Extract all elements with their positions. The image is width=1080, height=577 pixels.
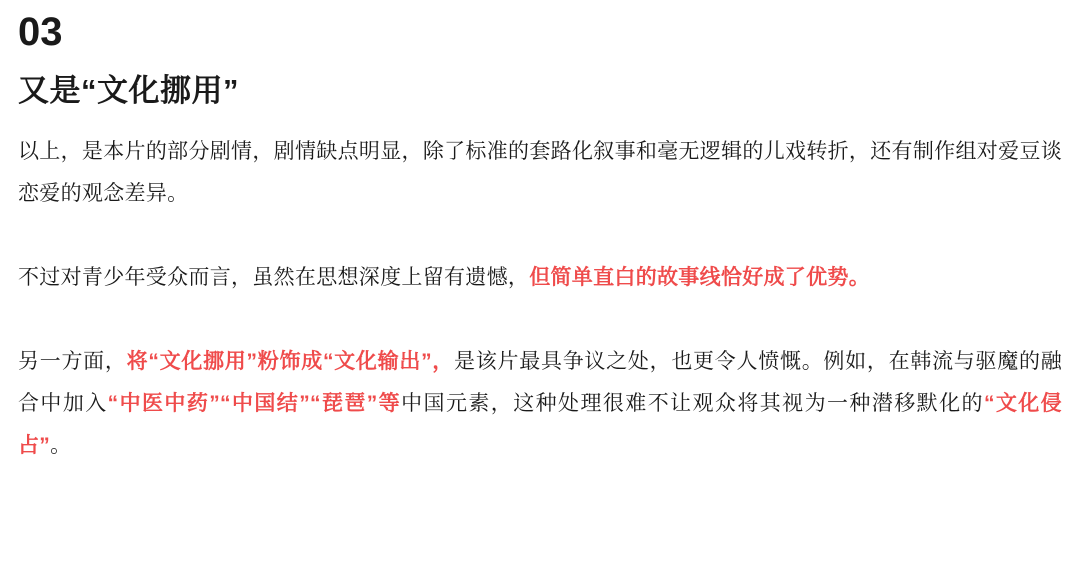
text-run: 是该片最具争议之处，也更令人愤慨。例如，在韩流与驱魔的融合中加入 [18,350,1063,416]
paragraph-1 [18,131,1062,215]
paragraph-3 [18,341,1062,467]
highlight-run: “中医中药”“中国结”“琵琶”等 [107,392,402,416]
text-run: 以上，是本片的部分剧情，剧情缺点明显，除了标准的套路化叙事和毫无逻辑的儿戏转折，还有制作组对爱豆谈恋爱的观念差异。 [18,140,1062,206]
section-number: 03 [18,10,63,54]
paragraph-2 [18,257,1062,299]
highlight-run: 将“文化挪用”粉饰成“文化输出”， [126,350,455,374]
highlight-run: “文化侵占” [18,392,1062,458]
text-run: 中国元素，这种处理很难不让观众将其视为一种潜移默化的 [401,392,984,416]
text-run: 。 [50,434,72,458]
text-run: 不过对青少年受众而言，虽然在思想深度上留有遗憾， [18,266,530,290]
text-run: 另一方面， [18,350,127,374]
highlight-run: 但简单直白的故事线恰好成了优势。 [529,266,871,290]
section-title: 又是“文化挪用” [18,73,239,108]
